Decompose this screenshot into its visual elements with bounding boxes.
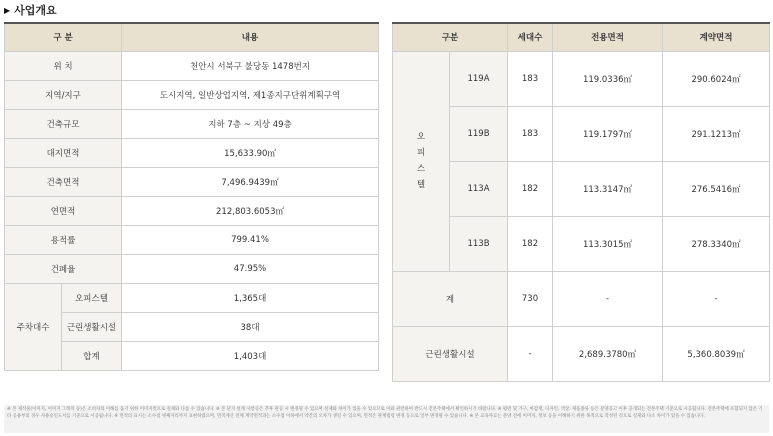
unit-contract-area: 290.6024㎡ — [663, 51, 770, 106]
table-row — [5, 196, 379, 225]
total-exclusive-area: - — [553, 271, 663, 326]
unit-exclusive-area: 113.3147㎡ — [553, 161, 663, 216]
row-value: 7,496.9439㎡ — [122, 167, 379, 196]
total-label: 계 — [393, 271, 508, 326]
unit-households: 182 — [508, 161, 553, 216]
section-title — [4, 2, 57, 18]
table-row — [5, 80, 379, 109]
table-row — [5, 312, 379, 341]
table-row — [393, 271, 770, 326]
header-exclusive-area: 전용면적 — [553, 23, 663, 51]
table-row — [5, 138, 379, 167]
section-title-text: 사업개요 — [14, 4, 57, 17]
table-row — [5, 283, 379, 312]
parking-sub-label: 오피스텔 — [62, 283, 122, 312]
unit-contract-area: 276.5416㎡ — [663, 161, 770, 216]
table-row — [5, 109, 379, 138]
unit-exclusive-area: 113.3015㎡ — [553, 216, 663, 271]
total-contract-area: - — [663, 271, 770, 326]
row-label: 건축규모 — [5, 109, 122, 138]
parking-value: 1,403대 — [122, 341, 379, 370]
header-category: 구분 — [393, 23, 508, 51]
header-households: 세대수 — [508, 23, 553, 51]
retail-households: - — [508, 326, 553, 381]
unit-type: 113B — [450, 216, 508, 271]
table-row — [393, 106, 770, 161]
total-households: 730 — [508, 271, 553, 326]
row-value: 지하 7층 ~ 지상 49층 — [122, 109, 379, 138]
parking-value: 1,365대 — [122, 283, 379, 312]
table-header-row — [5, 23, 379, 51]
table-row — [5, 341, 379, 370]
retail-exclusive-area: 2,689.3780㎡ — [553, 326, 663, 381]
row-value: 천안시 서북구 불당동 1478번지 — [122, 51, 379, 80]
unit-area-table — [392, 22, 770, 382]
unit-type: 119A — [450, 51, 508, 106]
unit-type: 119B — [450, 106, 508, 161]
officetel-vertical-text: 오 피 스 텔 — [416, 132, 426, 190]
header-category: 구 분 — [5, 23, 122, 51]
unit-exclusive-area: 119.0336㎡ — [553, 51, 663, 106]
project-overview-table — [4, 22, 379, 371]
header-contract-area: 계약면적 — [663, 23, 770, 51]
unit-households: 182 — [508, 216, 553, 271]
row-label: 위 치 — [5, 51, 122, 80]
table-header-row — [393, 23, 770, 51]
row-value: 도시지역, 일반상업지역, 제1종지구단위계획구역 — [122, 80, 379, 109]
row-value: 15,633.90㎡ — [122, 138, 379, 167]
row-label: 건폐율 — [5, 254, 122, 283]
unit-type: 113A — [450, 161, 508, 216]
unit-households: 183 — [508, 106, 553, 161]
row-label: 대지면적 — [5, 138, 122, 167]
row-value: 799.41% — [122, 225, 379, 254]
header-content: 내용 — [122, 23, 379, 51]
parking-sub-label: 근린생활시설 — [62, 312, 122, 341]
row-label: 건축면적 — [5, 167, 122, 196]
unit-contract-area: 291.1213㎡ — [663, 106, 770, 161]
unit-exclusive-area: 119.1797㎡ — [553, 106, 663, 161]
table-row — [393, 51, 770, 106]
table-row — [5, 51, 379, 80]
parking-group-label: 주차대수 — [5, 283, 62, 370]
officetel-group-label — [393, 51, 450, 271]
table-row — [5, 254, 379, 283]
retail-contract-area: 5,360.8039㎡ — [663, 326, 770, 381]
unit-contract-area: 278.3340㎡ — [663, 216, 770, 271]
row-label: 용적률 — [5, 225, 122, 254]
row-label: 연면적 — [5, 196, 122, 225]
table-row — [393, 326, 770, 381]
row-value: 212,803.6053㎡ — [122, 196, 379, 225]
parking-sub-label: 합계 — [62, 341, 122, 370]
disclaimer-footnote: ※ 본 제작물(이미지, 이미지 그래픽 등)은 소비자의 이해를 돕기 위한 이미지컷으로 실제와 다를 수 있습니다. ※ 본 단지 설계 사항들은 추후 관공 시 변경될 수 있으며 실제와 차이가 있을 수 있으므로 이와 관련하여 반드시 견본주택에서 확인하시기 바랍니다. ※ 평면 및 가구, 마감재, 디자인, 색상, 제품종류 등은 분양공고 이후 공개되는 견본주택 기준으로 시공됩니다. 견본주택에 포함되지 않은 기타 공용부의 경우 사용승인도서를 기준으로 시공됩니다. ※ 면적의 표시는 소수점 넷째자리까지 표현하였으며, 면적계산 전체 계약면적과는 소수점 이하에서 약간의 오차가 생길 수 있으며, 면적은 관계법령 변경 등으로 일부 변경될 수 있습니다. ※ 본 교육자료는 분양 전에 이미지, 정보 등을 이해하기 위한 목적으로 작성된 것으로 실제와 다소 차이가 있을 수 있습니다. — [4, 405, 769, 433]
retail-label: 근린생활시설 — [393, 326, 508, 381]
table-row — [393, 216, 770, 271]
table-row — [5, 225, 379, 254]
parking-value: 38대 — [122, 312, 379, 341]
row-label: 지역/지구 — [5, 80, 122, 109]
row-value: 47.95% — [122, 254, 379, 283]
table-row — [393, 161, 770, 216]
triangle-bullet-icon: ▶ — [4, 5, 11, 15]
table-row — [5, 167, 379, 196]
unit-households: 183 — [508, 51, 553, 106]
